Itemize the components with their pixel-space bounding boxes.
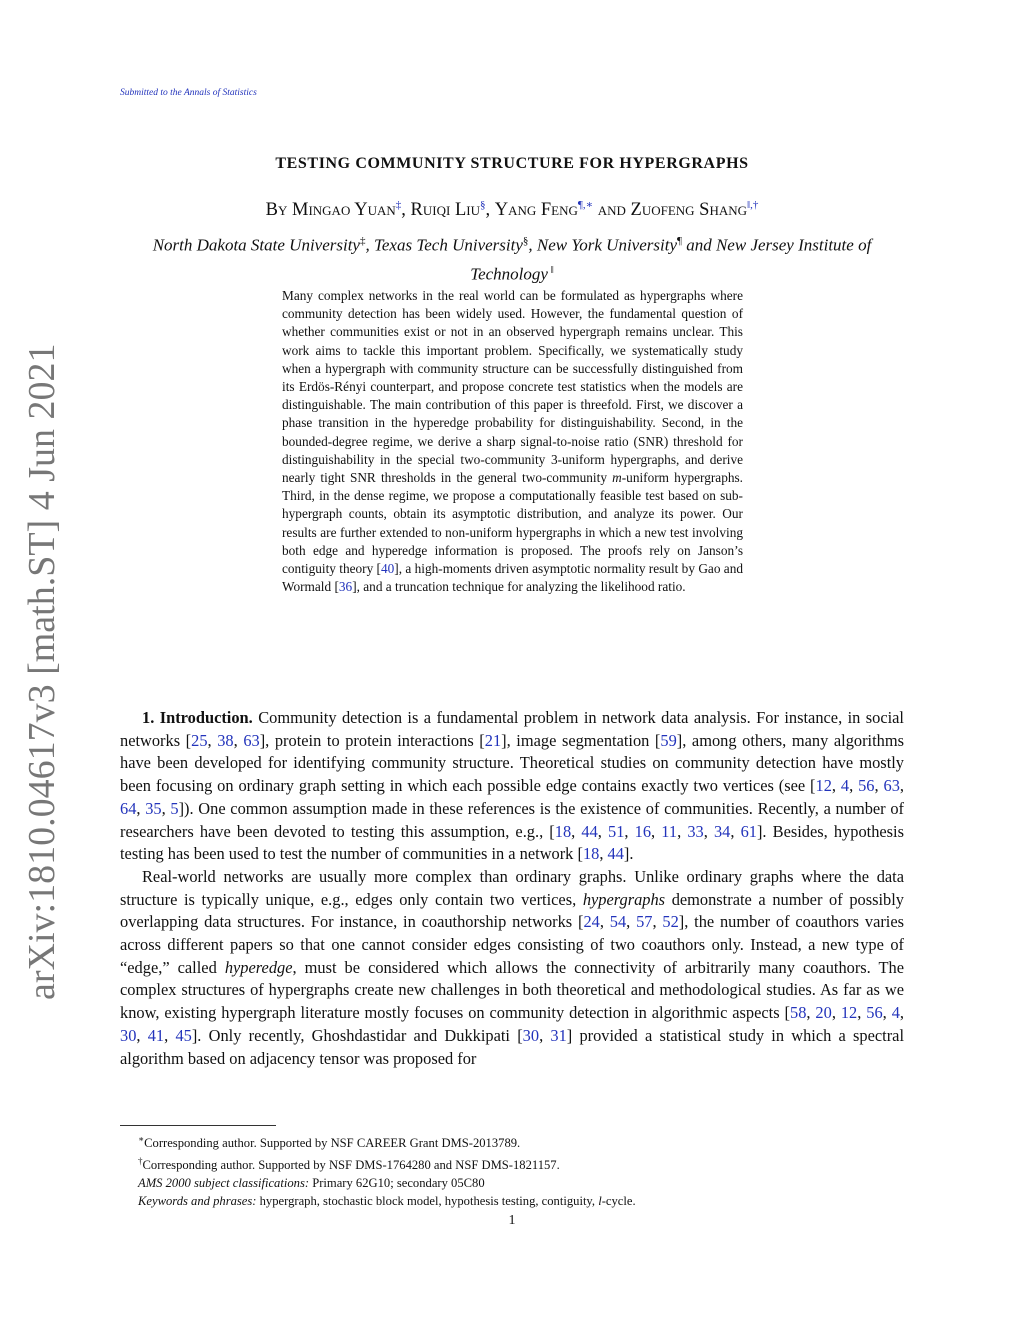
abstract-text: ], a high-moments driven asymptotic normality result by Gao and Wormald [ xyxy=(282,561,744,595)
comma: , xyxy=(899,776,904,796)
citation-link[interactable]: 52 xyxy=(662,912,679,932)
comma: , xyxy=(597,821,609,841)
footnotes xyxy=(120,1130,904,1210)
comma: , xyxy=(652,912,663,932)
body-text: , must be considered which allows the connectivity of arbitrarily many coauthors. The complex structures of hypergraphs create new challenges in both theoretical and methodological studies. As far as we know, existing hypergraph literature mostly focuses on community detection in algorithmic aspects [ xyxy=(120,957,905,1023)
comma: , xyxy=(730,821,741,841)
citation-link[interactable]: 51 xyxy=(608,821,625,841)
comma: , xyxy=(882,1003,892,1023)
body-text: Community detection is a fundamental problem in network data analysis. For instance, in social networks [ xyxy=(120,708,904,750)
affiliation-mark: ‡ xyxy=(359,235,366,247)
author-name: Mingao Yuan xyxy=(292,200,396,221)
comma: , xyxy=(831,776,841,796)
footnote-label: Keywords and phrases: xyxy=(138,1194,257,1209)
author-mark[interactable]: ‖,† xyxy=(747,199,759,211)
citation-link[interactable]: 33 xyxy=(687,821,704,841)
comma: , xyxy=(651,821,662,841)
abstract-text: ], and a truncation technique for analyzing the likelihood ratio. xyxy=(352,579,686,595)
citation-link[interactable]: 63 xyxy=(243,730,260,750)
citation-link[interactable]: 20 xyxy=(815,1003,832,1023)
emphasis: hyperedge xyxy=(224,957,293,977)
math-m: m xyxy=(612,470,622,486)
affiliation: New Jersey Institute of Technology xyxy=(470,235,872,284)
and-conjunction: and xyxy=(593,200,631,221)
author-name: Yang Feng xyxy=(494,200,578,221)
journal-header: Submitted to the Annals of Statistics xyxy=(120,88,257,98)
separator: , xyxy=(528,235,537,255)
abstract-text: Many complex networks in the real world can be formulated as hypergraphs where community detection has been widely used. However, the fundamental question of whether communities exist or not in an observed hypergraph remains unclear. This work aims to tackle this important problem. Specifically, we systematically study when a hypergraph with community structure can be successfully distinguished from its Erdös-Rényi counterpart, and propose concrete test statistics when the models are distinguishable. The main contribution of this paper is threefold. First, we discover a phase transition in the hyperedge probability for distinguishability. Second, in the bounded-degree regime, we derive a sharp signal-to-noise ratio (SNR) threshold for distinguishability in the special two-community 3-uniform hypergraphs, and derive nearly tight SNR thresholds in the general two-community xyxy=(282,288,743,486)
comma: , xyxy=(849,776,859,796)
footnote-text: -cycle. xyxy=(601,1194,636,1209)
body-text: ]. Only recently, Ghoshdastidar and Dukkipati [ xyxy=(191,1025,523,1045)
body-text: demonstrate a number of possibly overlapping data structures. For instance, in coauthorship networks [ xyxy=(120,889,904,932)
separator: , xyxy=(485,200,495,221)
comma: , xyxy=(899,1003,904,1023)
comma: , xyxy=(677,821,688,841)
and-conjunction: and xyxy=(681,235,716,255)
affiliation: New York University xyxy=(536,235,677,255)
section-title: Introduction. xyxy=(159,708,253,727)
abstract xyxy=(282,287,743,596)
footnote-text: Corresponding author. Supported by NSF DMS-1764280 and NSF DMS-1821157. xyxy=(142,1158,560,1173)
comma: , xyxy=(857,1003,867,1023)
footnote xyxy=(120,1192,904,1210)
footnote xyxy=(120,1174,904,1192)
citation-link[interactable]: 4 xyxy=(891,1003,900,1023)
body-text: ], among others, many algorithms have been developed for identifying community structure. Theoretical studies on community detection have mostly been focusing on ordinary graph setting in which each possible edge contains exactly two vertices (see [ xyxy=(120,730,904,796)
citation-link[interactable]: 45 xyxy=(175,1025,192,1045)
citation-link[interactable]: 41 xyxy=(147,1025,165,1045)
citation-link[interactable]: 58 xyxy=(790,1003,807,1023)
comma: , xyxy=(599,844,608,864)
affiliation: Texas Tech University xyxy=(373,235,523,255)
citation-link[interactable]: 24 xyxy=(583,912,600,932)
body-text: ], protein to protein interactions [ xyxy=(259,730,485,750)
citation-link[interactable]: 31 xyxy=(550,1025,567,1045)
citation-link[interactable]: 30 xyxy=(120,1025,137,1045)
body-text: ] provided a statistical study in which a spectral algorithm based on adjacency tensor was proposed for xyxy=(120,1025,905,1068)
citation-link[interactable]: 18 xyxy=(582,844,600,864)
affiliations xyxy=(120,229,904,286)
footnote-mark: ∗ xyxy=(138,1134,145,1144)
by-label: By xyxy=(265,200,288,221)
citation-link[interactable]: 61 xyxy=(740,821,757,841)
affiliation-mark: ¶ xyxy=(676,235,682,247)
citation-link[interactable]: 21 xyxy=(484,730,502,750)
citation-link[interactable]: 34 xyxy=(713,821,731,841)
arxiv-stamp[interactable]: arXiv:1810.04617v3 [math.ST] 4 Jun 2021 xyxy=(21,343,63,1000)
paper-title: TESTING COMMUNITY STRUCTURE FOR HYPERGRAPHS xyxy=(275,155,749,172)
citation-link[interactable]: 56 xyxy=(866,1003,883,1023)
citation-link[interactable]: 4 xyxy=(840,776,850,796)
citation-link[interactable]: 57 xyxy=(636,912,653,932)
footnote xyxy=(120,1130,904,1152)
math-l: l xyxy=(598,1194,602,1209)
citation-link[interactable]: 40 xyxy=(381,561,395,577)
section-number: 1. xyxy=(142,708,155,727)
author-name: Ruiqi Liu xyxy=(410,200,480,221)
citation-link[interactable]: 5 xyxy=(170,798,179,818)
citation-link[interactable]: 11 xyxy=(661,821,678,841)
affiliation: North Dakota State University xyxy=(152,235,360,255)
footnote-mark: † xyxy=(138,1156,143,1167)
comma: , xyxy=(703,821,714,841)
page-number: 1 xyxy=(508,1213,516,1228)
comma: , xyxy=(831,1003,841,1023)
abstract-text: -uniform hypergraphs. Third, in the dense regime, we propose a computationally feasible test based on sub-hypergraph counts, obtain its asymptotic distribution, and analyze its power. Our results are further extended to non-uniform hypergraphs in which a new test involving both edge and hyperedge information is proposed. The proofs rely on Janson’s contiguity theory [ xyxy=(282,470,743,577)
paragraph xyxy=(120,866,904,1070)
citation-link[interactable]: 18 xyxy=(554,821,572,841)
citation-link[interactable]: 25 xyxy=(191,730,208,750)
comma: , xyxy=(161,798,171,818)
footnote-label: AMS 2000 subject classifications: xyxy=(138,1176,310,1191)
citation-link[interactable]: 12 xyxy=(815,776,832,796)
citation-link[interactable]: 56 xyxy=(858,776,875,796)
citation-link[interactable]: 59 xyxy=(660,730,677,750)
emphasis: hypergraphs xyxy=(582,889,666,909)
comma: , xyxy=(874,776,884,796)
citation-link[interactable]: 54 xyxy=(609,912,627,932)
footnote xyxy=(120,1152,904,1174)
author-mark[interactable]: ‡ xyxy=(395,199,402,211)
citation-link[interactable]: 12 xyxy=(840,1003,858,1023)
citation-link[interactable]: 16 xyxy=(634,821,652,841)
footnote-text: Primary 62G10; secondary 05C80 xyxy=(309,1176,485,1191)
citation-link[interactable]: 38 xyxy=(217,730,234,750)
main-body xyxy=(120,707,904,1070)
affiliation-mark: ‖ xyxy=(547,263,554,276)
comma: , xyxy=(164,1025,176,1045)
citation-link[interactable]: 64 xyxy=(120,798,137,818)
comma: , xyxy=(806,1003,816,1023)
body-text: ]. xyxy=(623,844,634,864)
separator: , xyxy=(365,235,374,255)
citation-link[interactable]: 30 xyxy=(522,1025,540,1045)
body-text: ], the number of coauthors varies across different papers so that one cannot consider edges consisting of two coauthors only. Instead, a new type of “edge,” called xyxy=(120,912,905,977)
author-mark[interactable]: § xyxy=(479,199,486,211)
citation-link[interactable]: 63 xyxy=(883,776,900,796)
separator: , xyxy=(401,200,411,221)
citation-link[interactable]: 35 xyxy=(145,798,162,818)
author-mark[interactable]: ¶,∗ xyxy=(577,199,594,211)
author-name: Zuofeng Shang xyxy=(630,200,748,221)
comma: , xyxy=(136,798,146,818)
comma: , xyxy=(136,1025,148,1045)
body-text: ], image segmentation [ xyxy=(501,730,661,750)
body-text: Real-world networks are usually more complex than ordinary graphs. Unlike ordinary graphs where the data structure is typically unique, e.g., edges only contain two vertices, xyxy=(120,866,904,909)
comma: , xyxy=(571,821,582,841)
comma: , xyxy=(207,730,218,750)
body-text: ]. Besides, hypothesis testing has been used to test the number of communities in a network [ xyxy=(120,821,904,864)
citation-link[interactable]: 44 xyxy=(607,844,624,864)
comma: , xyxy=(599,912,610,932)
comma: , xyxy=(539,1025,551,1045)
footnote-text: hypergraph, stochastic block model, hypothesis testing, contiguity, xyxy=(256,1194,599,1209)
body-text: ]). One common assumption made in these references is the existence of communities. Recently, a number of researchers have been devoted to testing this assumption, e.g., [ xyxy=(120,798,904,841)
comma: , xyxy=(233,730,244,750)
affiliation-mark: § xyxy=(522,235,529,247)
footnote-divider xyxy=(120,1125,276,1126)
comma: , xyxy=(624,821,635,841)
author-line xyxy=(0,198,1024,221)
citation-link[interactable]: 36 xyxy=(338,579,353,595)
paragraph xyxy=(120,707,904,866)
footnote-text: Corresponding author. Supported by NSF CAREER Grant DMS-2013789. xyxy=(144,1136,521,1151)
comma: , xyxy=(626,912,637,932)
citation-link[interactable]: 44 xyxy=(581,821,598,841)
